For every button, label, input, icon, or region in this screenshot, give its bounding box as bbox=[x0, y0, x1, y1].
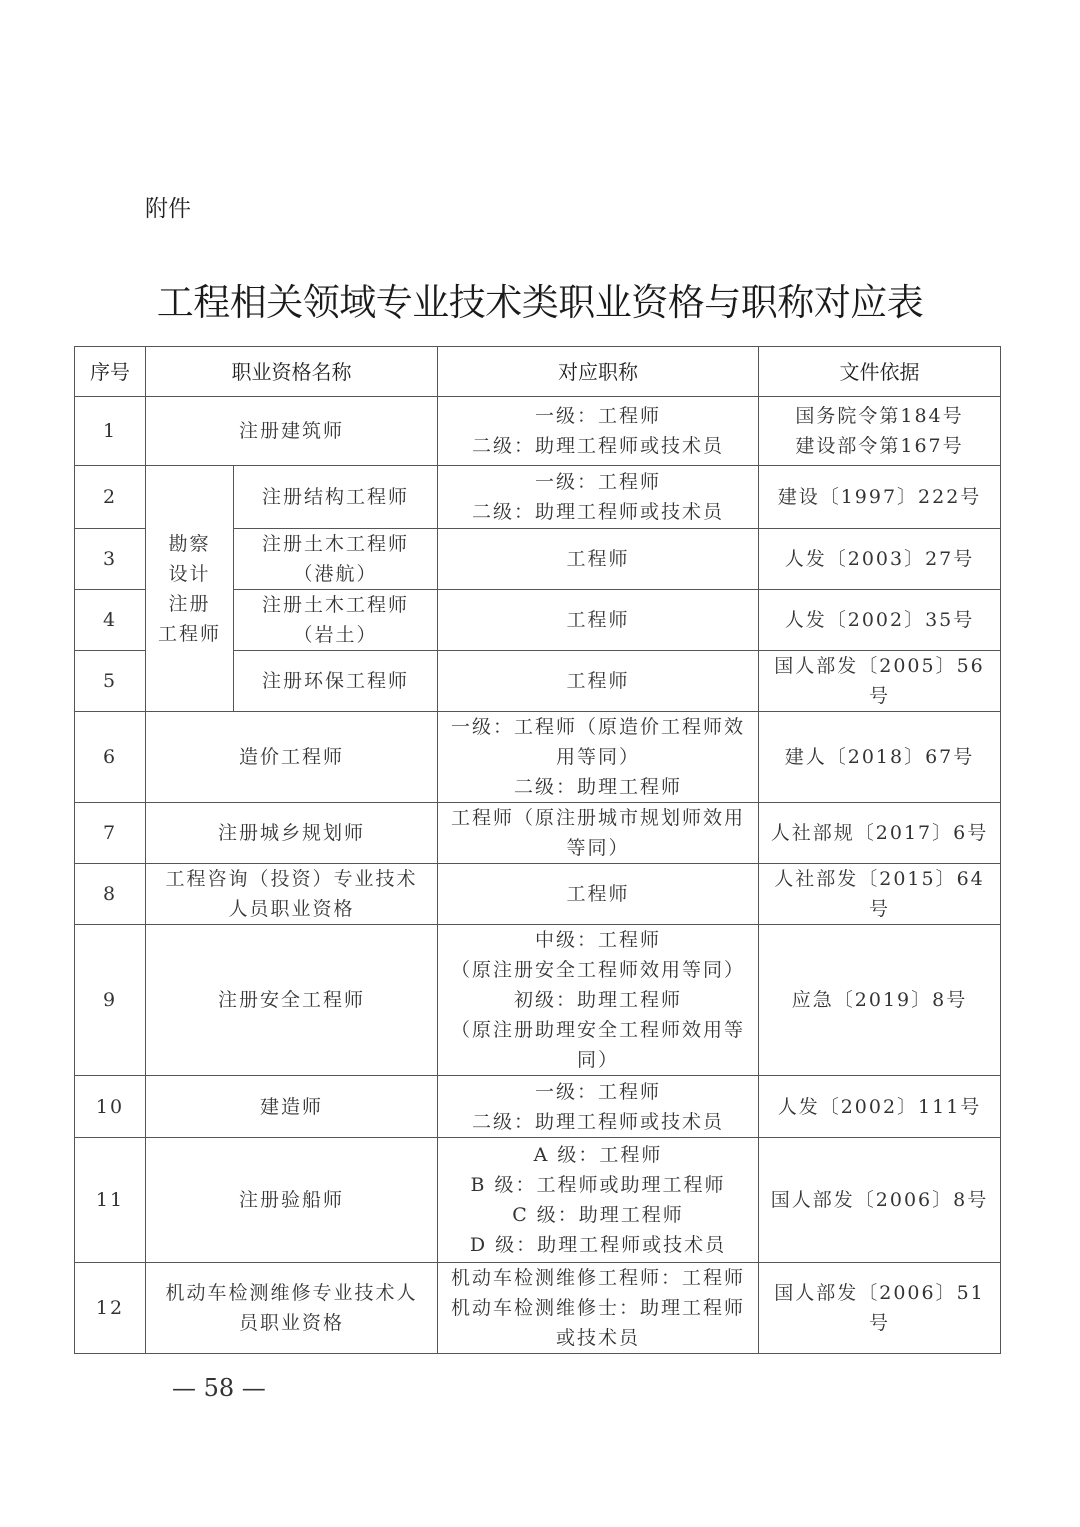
corresponding-title bbox=[438, 864, 759, 925]
cell-line: 建设〔1997〕222号 bbox=[777, 486, 982, 508]
corresponding-title bbox=[438, 803, 759, 864]
table-row bbox=[75, 1263, 1001, 1354]
cell-line: 工程师 bbox=[566, 883, 630, 905]
cell-line: 一级：工程师 bbox=[534, 471, 661, 493]
row-index: 9 bbox=[75, 925, 146, 1076]
cell-line: 人发〔2002〕35号 bbox=[784, 609, 975, 631]
cell-line: 机动车检测维修专业技术人 bbox=[165, 1282, 418, 1304]
corresponding-title bbox=[438, 1076, 759, 1138]
cell-line: 员职业资格 bbox=[238, 1312, 344, 1334]
qualification-name bbox=[234, 466, 438, 529]
table-header-row bbox=[75, 347, 1001, 397]
qualification-name bbox=[234, 590, 438, 651]
cell-line: 工程咨询（投资）专业技术 bbox=[165, 868, 418, 890]
cell-line: 工程师 bbox=[566, 609, 630, 631]
document-basis bbox=[759, 466, 1001, 529]
cell-line: 一级：工程师 bbox=[534, 1080, 661, 1103]
qualification-name bbox=[146, 925, 438, 1076]
table-row bbox=[75, 1138, 1001, 1263]
document-basis bbox=[759, 803, 1001, 864]
table-row bbox=[75, 803, 1001, 864]
document-basis bbox=[759, 1263, 1001, 1354]
row-index: 5 bbox=[75, 651, 146, 712]
table-row bbox=[75, 466, 1001, 529]
qualification-name bbox=[146, 712, 438, 803]
header-index: 序号 bbox=[75, 347, 146, 397]
document-basis bbox=[759, 864, 1001, 925]
cell-line: 注册结构工程师 bbox=[261, 486, 409, 508]
corresponding-title bbox=[438, 925, 759, 1076]
cell-line: 注册 bbox=[168, 592, 211, 615]
cell-line: 国人部发〔2006〕51号 bbox=[774, 1282, 985, 1334]
document-basis bbox=[759, 1076, 1001, 1138]
page-title: 工程相关领域专业技术类职业资格与职称对应表 bbox=[156, 281, 924, 324]
corresponding-title bbox=[438, 1263, 759, 1354]
cell-line: D 级：助理工程师或技术员 bbox=[469, 1234, 727, 1256]
cell-line: 国务院令第184号 bbox=[795, 405, 964, 427]
qualification-name bbox=[146, 1138, 438, 1263]
cell-line: 等同） bbox=[566, 837, 630, 859]
cell-line: 初级：助理工程师 bbox=[513, 989, 682, 1011]
row-index: 2 bbox=[75, 466, 146, 529]
cell-line: 二级：助理工程师或技术员 bbox=[471, 501, 724, 523]
cell-line: 工程师 bbox=[566, 548, 630, 570]
corresponding-title bbox=[438, 590, 759, 651]
cell-line: 工程师 bbox=[566, 670, 630, 692]
cell-line: 注册建筑师 bbox=[238, 420, 344, 442]
cell-line: C 级：助理工程师 bbox=[512, 1204, 684, 1226]
cell-line: 二级：助理工程师 bbox=[513, 776, 682, 798]
document-basis bbox=[759, 529, 1001, 590]
cell-line: 注册土木工程师 bbox=[261, 533, 409, 555]
cell-line: 同） bbox=[576, 1049, 619, 1071]
corresponding-title bbox=[438, 712, 759, 803]
cell-line: 建造师 bbox=[259, 1095, 323, 1118]
cell-line: 应急〔2019〕8号 bbox=[791, 989, 968, 1011]
table-row bbox=[75, 1076, 1001, 1138]
table-row bbox=[75, 864, 1001, 925]
cell-line: 人员职业资格 bbox=[228, 898, 355, 920]
row-index: 8 bbox=[75, 864, 146, 925]
cell-line: 注册城乡规划师 bbox=[217, 822, 365, 844]
cell-line: 人发〔2002〕111号 bbox=[777, 1095, 982, 1118]
cell-line: 国人部发〔2005〕56号 bbox=[774, 655, 985, 707]
row-index: 6 bbox=[75, 712, 146, 803]
qualification-name bbox=[146, 1263, 438, 1354]
qualification-name bbox=[146, 1076, 438, 1138]
cell-line: （岩土） bbox=[293, 624, 378, 646]
table-row bbox=[75, 397, 1001, 466]
cell-line: 造价工程师 bbox=[238, 746, 344, 768]
cell-line: 一级：工程师（原造价工程师效 bbox=[450, 716, 745, 738]
cell-line: 机动车检测维修工程师：工程师 bbox=[450, 1267, 745, 1289]
cell-line: 中级：工程师 bbox=[534, 929, 661, 951]
cell-line: 建设部令第167号 bbox=[795, 435, 964, 457]
row-index: 3 bbox=[75, 529, 146, 590]
cell-line: 人社部发〔2015〕64号 bbox=[774, 868, 985, 920]
attachment-label: 附件 bbox=[145, 196, 191, 222]
header-basis: 文件依据 bbox=[759, 347, 1001, 397]
qualification-name bbox=[146, 864, 438, 925]
qualification-name bbox=[146, 803, 438, 864]
document-basis bbox=[759, 651, 1001, 712]
cell-line: 注册环保工程师 bbox=[261, 670, 409, 692]
page-number: — 58 — bbox=[172, 1374, 266, 1402]
qualification-name bbox=[234, 529, 438, 590]
row-index: 7 bbox=[75, 803, 146, 864]
qualification-name bbox=[146, 397, 438, 466]
row-index: 11 bbox=[75, 1138, 146, 1263]
cell-line: 或技术员 bbox=[555, 1327, 640, 1349]
table-row bbox=[75, 925, 1001, 1076]
cell-line: 勘察 bbox=[168, 532, 211, 555]
cell-line: （港航） bbox=[293, 563, 378, 585]
corresponding-title bbox=[438, 1138, 759, 1263]
qualification-name bbox=[234, 651, 438, 712]
document-basis bbox=[759, 397, 1001, 466]
corresponding-title bbox=[438, 466, 759, 529]
row-index: 12 bbox=[75, 1263, 146, 1354]
cell-line: 机动车检测维修士：助理工程师 bbox=[450, 1297, 745, 1319]
row-index: 10 bbox=[75, 1076, 146, 1138]
row-index: 4 bbox=[75, 590, 146, 651]
cell-line: 人社部规〔2017〕6号 bbox=[770, 822, 989, 844]
qualification-title-table bbox=[74, 346, 1001, 1354]
corresponding-title bbox=[438, 397, 759, 466]
cell-line: 二级：助理工程师或技术员 bbox=[471, 1110, 724, 1133]
cell-line: 二级：助理工程师或技术员 bbox=[471, 435, 724, 457]
cell-line: 一级：工程师 bbox=[534, 405, 661, 427]
cell-line: A 级：工程师 bbox=[533, 1144, 663, 1166]
document-basis bbox=[759, 712, 1001, 803]
cell-line: 注册验船师 bbox=[238, 1189, 344, 1211]
cell-line: 人发〔2003〕27号 bbox=[784, 548, 975, 570]
cell-line: B 级：工程师或助理工程师 bbox=[470, 1174, 726, 1196]
table-row bbox=[75, 712, 1001, 803]
cell-line: 注册安全工程师 bbox=[217, 989, 365, 1011]
cell-line: 工程师 bbox=[157, 622, 221, 645]
cell-line: （原注册安全工程师效用等同） bbox=[450, 959, 745, 981]
cell-line: 工程师（原注册城市规划师效用 bbox=[450, 807, 745, 829]
corresponding-title bbox=[438, 651, 759, 712]
cell-line: 国人部发〔2006〕8号 bbox=[770, 1189, 989, 1211]
cell-line: （原注册助理安全工程师效用等 bbox=[450, 1019, 745, 1041]
cell-line: 注册土木工程师 bbox=[261, 594, 409, 616]
group-label-survey-design bbox=[146, 466, 234, 712]
cell-line: 建人〔2018〕67号 bbox=[784, 746, 975, 768]
document-basis bbox=[759, 590, 1001, 651]
header-qualification: 职业资格名称 bbox=[146, 347, 438, 397]
header-title: 对应职称 bbox=[438, 347, 759, 397]
cell-line: 用等同） bbox=[555, 746, 640, 768]
document-basis bbox=[759, 1138, 1001, 1263]
document-basis bbox=[759, 925, 1001, 1076]
corresponding-title bbox=[438, 529, 759, 590]
row-index: 1 bbox=[75, 397, 146, 466]
cell-line: 设计 bbox=[168, 562, 211, 585]
